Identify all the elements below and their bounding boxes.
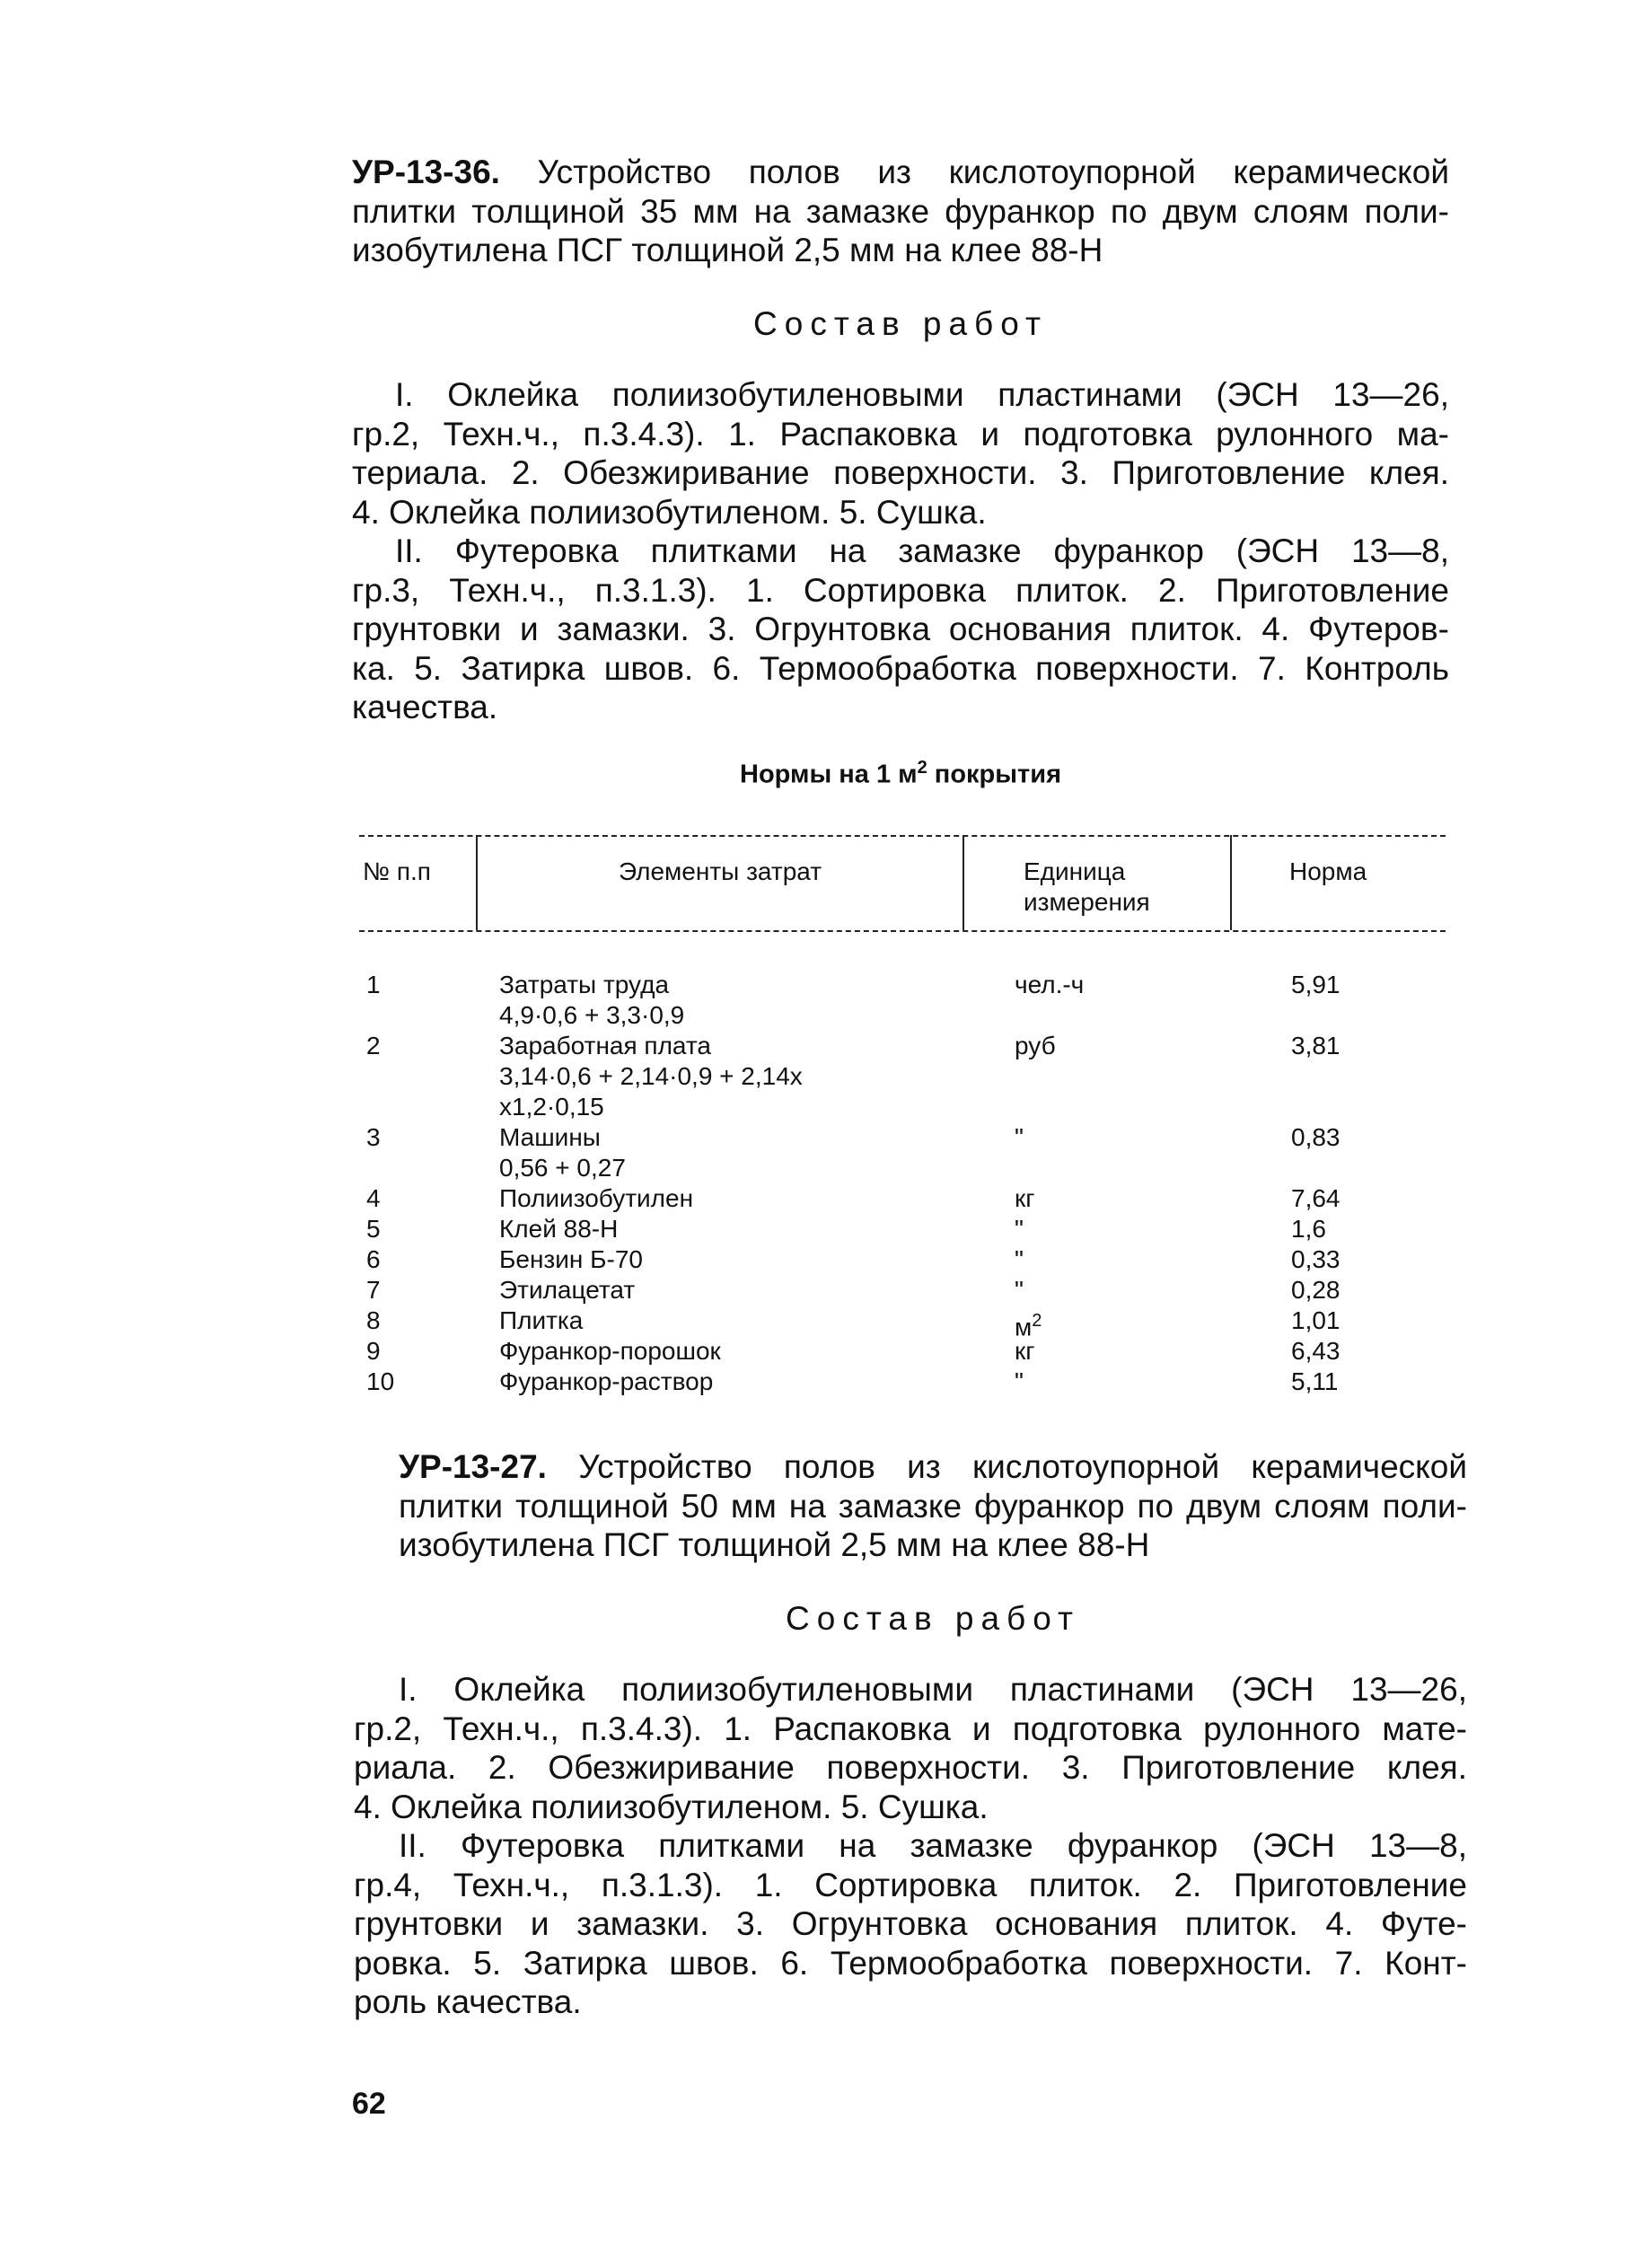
cost-element-line: Бензин Б-70 xyxy=(499,1245,643,1273)
norm-value: 1,01 xyxy=(1291,1306,1341,1334)
work-line: ка. 5. Затирка швов. 6. Термообработка поверхности. 7. Контроль xyxy=(352,649,1449,687)
header-unit: Единица измерения xyxy=(1024,857,1150,916)
work-line: гр.3, Техн.ч., п.3.1.3). 1. Сортировка плиток. 2. Приготовление xyxy=(352,571,1449,609)
header-element: Элементы затрат xyxy=(618,857,822,885)
cost-element-line: 4,9·0,6 + 3,3·0,9 xyxy=(499,1001,685,1029)
norm-value: 0,28 xyxy=(1291,1276,1341,1304)
norm-value: 7,64 xyxy=(1291,1184,1341,1212)
section2-heading-line: изобутилена ПСГ толщиной 2,5 мм на клее 88-Н xyxy=(399,1526,1150,1563)
norm-value: 6,43 xyxy=(1291,1337,1341,1365)
row-number: 2 xyxy=(366,1032,381,1059)
unit-cell: кг xyxy=(1015,1337,1035,1365)
work-line: грунтовки и замазки. 3. Огрунтовка основания плиток. 4. Футеров- xyxy=(352,611,1449,647)
row-number: 1 xyxy=(366,971,381,998)
cost-element-line: Фуранкор-порошок xyxy=(499,1337,721,1365)
work-line: качества. xyxy=(352,689,498,725)
header-norm: Норма xyxy=(1289,857,1367,885)
section2-heading-line: УР-13-27. Устройство полов из кислотоупорной керамической xyxy=(399,1448,1467,1485)
page-number: 62 xyxy=(352,2087,386,2121)
section2-work-list xyxy=(354,1670,1467,2022)
section2-heading xyxy=(399,1447,1467,1565)
work-line: роль качества. xyxy=(354,1983,582,2020)
row-number: 5 xyxy=(366,1215,381,1243)
section2-code: УР-13-27. xyxy=(399,1448,547,1485)
row-number: 10 xyxy=(366,1367,395,1395)
row-number: 8 xyxy=(366,1306,381,1334)
cost-element-line: 3,14·0,6 + 2,14·0,9 + 2,14х xyxy=(499,1062,803,1090)
cost-element-line: Фуранкор-раствор xyxy=(499,1367,714,1395)
unit-cell: $м^2$ xyxy=(1015,1311,1042,1341)
section2-composition-title: Состав работ xyxy=(786,1600,1080,1637)
work-line: гр.2, Техн.ч., п.3.4.3). 1. Распаковка и подготовка рулонного ма- xyxy=(352,415,1449,453)
table-top-rule xyxy=(359,835,1446,837)
unit-cell: чел.-ч xyxy=(1015,971,1085,998)
cost-element-line: Заработная плата xyxy=(499,1032,711,1059)
table-column-divider xyxy=(1230,835,1232,930)
work-line: I. Оклейка полиизобутиленовыми пластинами (ЭСН 13—26, xyxy=(395,376,1449,413)
section1-heading xyxy=(352,153,1449,270)
row-number: 3 xyxy=(366,1123,381,1151)
header-num: № п.п xyxy=(363,857,431,885)
cost-element-line: Клей 88-Н xyxy=(499,1215,619,1243)
section1-work-list xyxy=(352,375,1449,727)
row-number: 7 xyxy=(366,1276,381,1304)
work-line: I. Оклейка полиизобутиленовыми пластинами (ЭСН 13—26, xyxy=(399,1671,1467,1708)
norms-title: Нормы на 1 $м^2$ покрытия xyxy=(740,758,1061,789)
work-line: II. Футеровка плитками на замазке фуранкор (ЭСН 13—8, xyxy=(399,1827,1467,1864)
section1-heading-line: УР-13-36. Устройство полов из кислотоупорной керамической xyxy=(352,154,1449,190)
cost-element-line: Затраты труда xyxy=(499,971,670,998)
work-line: гр.4, Техн.ч., п.3.1.3). 1. Сортировка плиток. 2. Приготовление xyxy=(354,1866,1467,1903)
unit-cell: руб xyxy=(1015,1032,1056,1059)
row-number: 6 xyxy=(366,1245,381,1273)
section2-heading-line: плитки толщиной 50 мм на замазке фуранкор по двум слоям поли- xyxy=(399,1487,1467,1525)
work-line: териала. 2. Обезжиривание поверхности. 3. Приготовление клея. xyxy=(352,454,1449,491)
norm-value: 0,33 xyxy=(1291,1245,1341,1273)
unit-cell: " xyxy=(1015,1245,1024,1273)
norm-value: 3,81 xyxy=(1291,1032,1341,1059)
cost-element-line: Машины xyxy=(499,1123,601,1151)
work-line: гр.2, Техн.ч., п.3.4.3). 1. Распаковка и подготовка рулонного мате- xyxy=(354,1710,1467,1747)
work-line: грунтовки и замазки. 3. Огрунтовка основания плиток. 4. Футе- xyxy=(354,1905,1467,1942)
cost-element-line: Плитка xyxy=(499,1306,584,1334)
norm-value: 1,6 xyxy=(1291,1215,1326,1243)
cost-element-line: 0,56 + 0,27 xyxy=(499,1154,626,1182)
section1-code: УР-13-36. xyxy=(352,154,500,190)
cost-element-line: х1,2·0,15 xyxy=(499,1093,604,1121)
section1-heading-line: плитки толщиной 35 мм на замазке фуранкор по двум слоям поли- xyxy=(352,192,1449,230)
unit-cell: " xyxy=(1015,1123,1024,1151)
unit-cell: " xyxy=(1015,1367,1024,1395)
norm-value: 5,11 xyxy=(1291,1367,1339,1395)
work-line: риала. 2. Обезжиривание поверхности. 3. Приготовление клея. xyxy=(354,1749,1467,1786)
section1-composition-title: Состав работ xyxy=(753,305,1048,342)
unit-cell: кг xyxy=(1015,1184,1035,1212)
work-line: 4. Оклейка полиизобутиленом. 5. Сушка. xyxy=(352,493,987,531)
work-line: II. Футеровка плитками на замазке фуранкор (ЭСН 13—8, xyxy=(395,532,1449,569)
row-number: 4 xyxy=(366,1184,381,1212)
row-number: 9 xyxy=(366,1337,381,1365)
work-line: ровка. 5. Затирка швов. 6. Термообработка поверхности. 7. Конт- xyxy=(354,1944,1467,1982)
table-column-divider xyxy=(963,835,964,930)
norm-value: 0,83 xyxy=(1291,1123,1341,1151)
table-header-bottom-rule xyxy=(359,930,1446,932)
unit-cell: " xyxy=(1015,1276,1024,1304)
unit-cell: " xyxy=(1015,1215,1024,1243)
norm-value: 5,91 xyxy=(1291,971,1341,998)
cost-element-line: Этилацетат xyxy=(499,1276,636,1304)
cost-element-line: Полиизобутилен xyxy=(499,1184,694,1212)
work-line: 4. Оклейка полиизобутиленом. 5. Сушка. xyxy=(354,1788,989,1825)
section1-heading-line: изобутилена ПСГ толщиной 2,5 мм на клее 88-Н xyxy=(352,232,1103,268)
